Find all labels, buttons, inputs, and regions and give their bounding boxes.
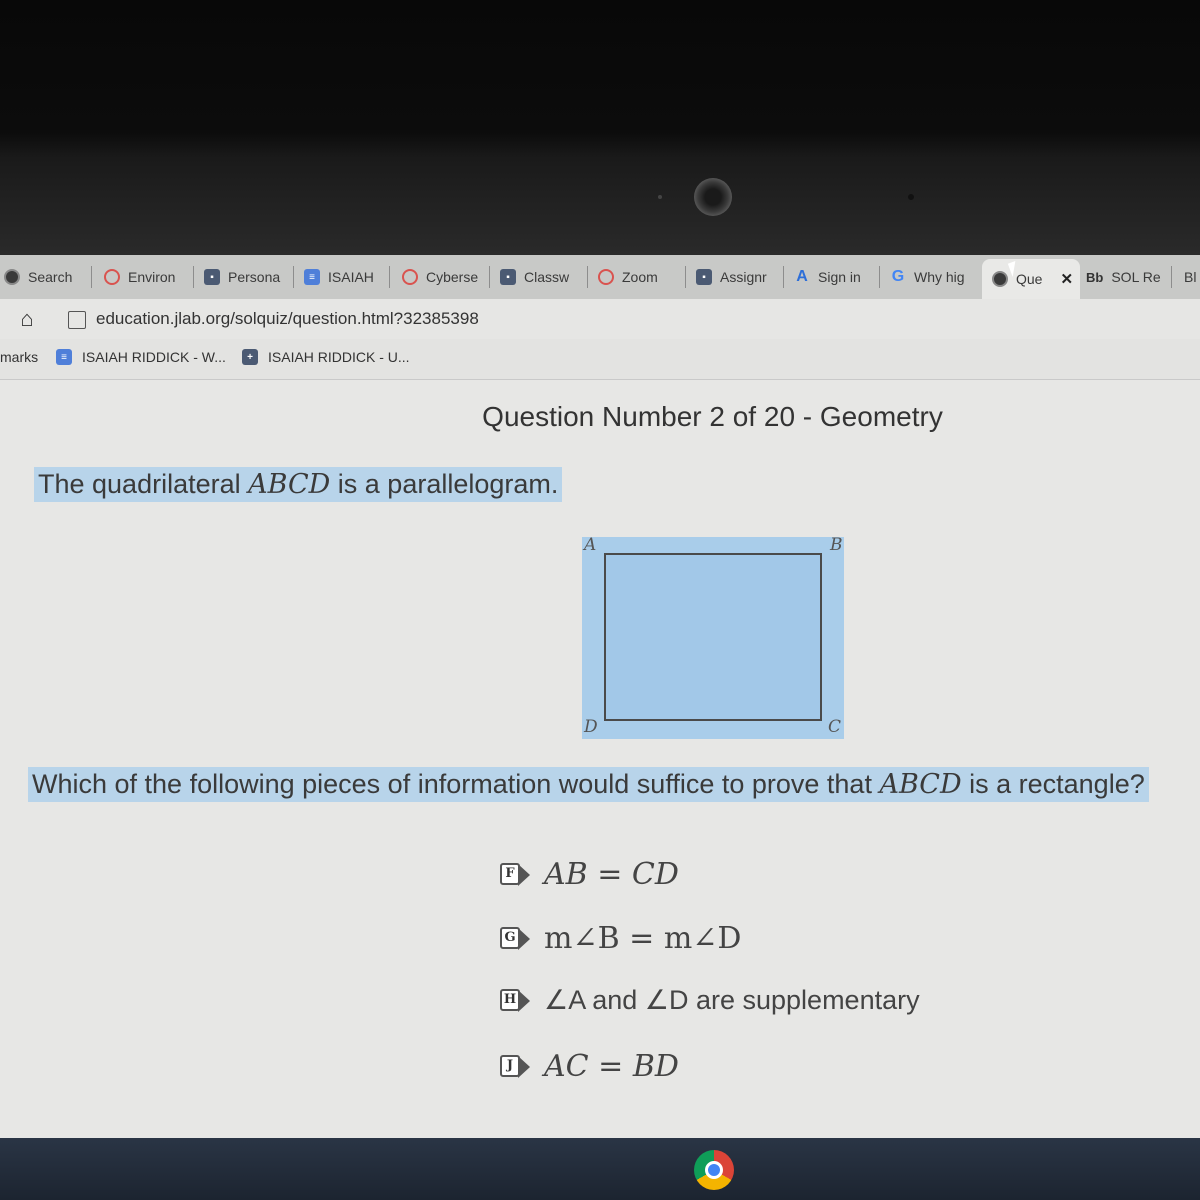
address-bar[interactable]: education.jlab.org/solquiz/question.html?32385398: [96, 309, 479, 328]
tab-label: Zoom: [622, 269, 658, 285]
bookmark-label: marks: [0, 349, 39, 365]
bookmark-label: ISAIAH RIDDICK - W...: [82, 349, 226, 365]
page-info-icon[interactable]: [68, 311, 86, 329]
tab-label: Persona: [228, 269, 281, 285]
tab-label: ISAIAH: [328, 269, 374, 285]
option-text: ∠A and ∠D are supplementary: [544, 985, 920, 1015]
problem-statement: [34, 467, 562, 502]
option-text: AB = CD: [544, 857, 679, 892]
tab-divider: [685, 266, 686, 288]
vertex-label-d: D: [584, 717, 598, 737]
answer-option-f[interactable]: [500, 857, 679, 892]
classroom-icon: ▪: [696, 269, 712, 285]
globe-icon: [992, 271, 1008, 287]
option-letter: H: [500, 989, 520, 1011]
tab-label: Assignr: [720, 269, 767, 285]
tab-divider: [879, 266, 880, 288]
option-arrow-icon: [518, 1056, 530, 1078]
option-arrow-icon: [518, 864, 530, 886]
vertex-label-a: A: [584, 535, 597, 555]
tab-sol-re[interactable]: [1086, 262, 1172, 292]
doc-icon: ≡: [56, 349, 72, 365]
tab-isaiah[interactable]: [304, 262, 390, 292]
figure-rectangle: [604, 553, 822, 721]
tab-divider: [1171, 266, 1172, 288]
option-letter: G: [500, 927, 520, 949]
question-text: is a rectangle?: [961, 769, 1145, 799]
question-prompt: [28, 767, 1149, 802]
bookmark-isaiah-u[interactable]: [242, 349, 410, 365]
bezel-sensor: [908, 194, 914, 200]
tab-label: Search: [28, 269, 73, 285]
google-icon: G: [891, 268, 905, 285]
tab-search[interactable]: [4, 262, 92, 292]
tab-label: Cyberse: [426, 269, 479, 285]
webcam: [694, 178, 732, 216]
option-text: AC = BD: [544, 1049, 679, 1084]
option-arrow-icon: [518, 928, 530, 950]
answer-option-g[interactable]: [500, 921, 741, 956]
question-text: Which of the following pieces of information would suffice to prove that: [32, 769, 880, 799]
a-icon: A: [796, 268, 808, 285]
tab-divider: [489, 266, 490, 288]
bookmark-label: ISAIAH RIDDICK - U...: [268, 349, 410, 365]
option-badge: [500, 989, 530, 1013]
statement-variable: ABCD: [248, 469, 331, 500]
classroom-icon: ▪: [500, 269, 516, 285]
tab-zoom[interactable]: [598, 262, 686, 292]
home-icon[interactable]: ⌂: [20, 306, 34, 331]
bookmark-isaiah-w[interactable]: [56, 349, 226, 365]
bookmarks-bar: [0, 339, 1200, 380]
tab-classw[interactable]: [500, 262, 588, 292]
tab-sign-in[interactable]: [794, 262, 880, 292]
option-badge: [500, 863, 530, 887]
option-letter: J: [500, 1055, 520, 1077]
question-number-heading: Question Number 2 of 20 - Geometry: [482, 401, 943, 432]
tab-label: SOL Re: [1111, 269, 1161, 285]
answer-option-j[interactable]: [500, 1049, 679, 1084]
bb-icon: Bb: [1086, 269, 1104, 285]
tab-label: Que: [1016, 271, 1043, 287]
tab-divider: [389, 266, 390, 288]
bookmark-marks[interactable]: [0, 349, 38, 365]
vertex-label-c: C: [828, 717, 842, 737]
tab-assignr[interactable]: [696, 262, 784, 292]
tab-label: Bl: [1184, 269, 1197, 285]
tab-cyberse[interactable]: [402, 262, 490, 292]
vertex-label-b: B: [830, 535, 843, 555]
ring-icon: [402, 269, 418, 285]
browser-toolbar: [0, 299, 1200, 339]
tab-persona[interactable]: [204, 262, 294, 292]
option-letter: F: [500, 863, 520, 885]
tab-divider: [783, 266, 784, 288]
statement-text: The quadrilateral: [38, 469, 249, 499]
option-badge: [500, 927, 530, 951]
bezel-sensor: [658, 195, 662, 199]
tab-label: Why hig: [914, 269, 965, 285]
laptop-bezel: [0, 0, 1200, 255]
tab-label: Classw: [524, 269, 570, 285]
tab-label: Sign in: [818, 269, 861, 285]
option-text: m∠B = m∠D: [544, 921, 742, 956]
close-tab-icon[interactable]: ✕: [1060, 271, 1074, 288]
tab-divider: [587, 266, 588, 288]
chrome-icon[interactable]: [694, 1150, 734, 1190]
tab-que-active[interactable]: [982, 259, 1080, 299]
option-badge: [500, 1055, 530, 1079]
tab-environ[interactable]: [104, 262, 194, 292]
option-arrow-icon: [518, 990, 530, 1012]
globe-icon: [4, 269, 20, 285]
ring-icon: [104, 269, 120, 285]
tab-strip: [0, 255, 1200, 299]
classroom-icon: ▪: [204, 269, 220, 285]
answer-option-h[interactable]: [500, 985, 920, 1016]
os-shelf: [0, 1138, 1200, 1200]
statement-text: is a parallelogram.: [330, 469, 559, 499]
tab-divider: [91, 266, 92, 288]
parallelogram-figure: [582, 537, 844, 739]
tab-divider: [293, 266, 294, 288]
tab-label: Environ: [128, 269, 176, 285]
browser-screen: [0, 255, 1200, 1138]
doc-icon: ≡: [304, 269, 320, 285]
tab-divider: [193, 266, 194, 288]
question-variable: ABCD: [879, 769, 962, 800]
ring-icon: [598, 269, 614, 285]
tab-why-hig[interactable]: [890, 262, 976, 292]
tab-bl[interactable]: [1184, 262, 1200, 292]
plus-icon: +: [242, 349, 258, 365]
